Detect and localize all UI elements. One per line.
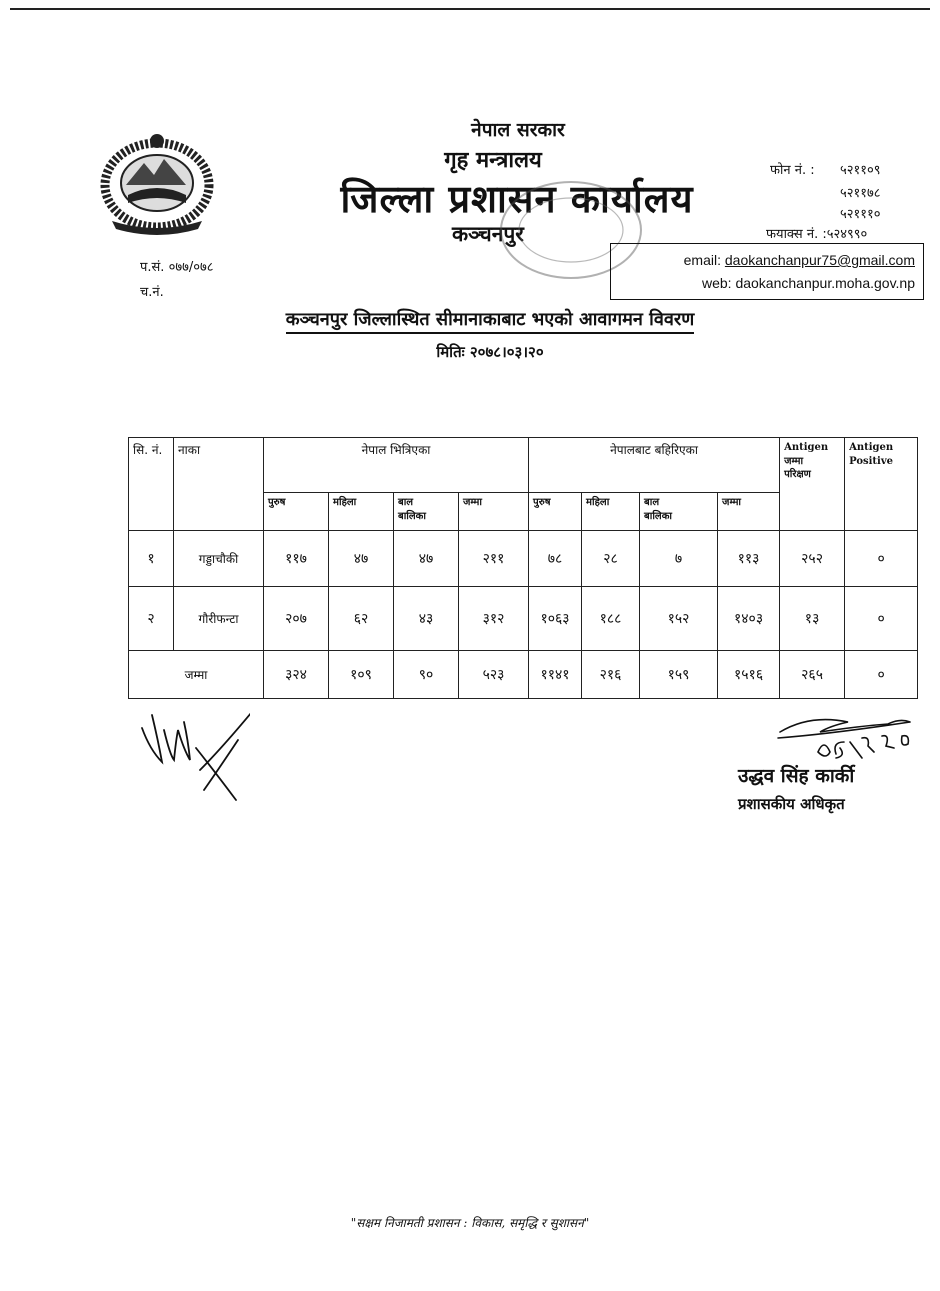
subheader-in-female: महिला — [329, 493, 394, 531]
footer-motto: "सक्षम निजामती प्रशासन : विकास, समृद्धि र सुशासन" — [350, 1216, 590, 1230]
cell-out-total: ११३ — [718, 531, 780, 587]
cell-total-in-male: ३२४ — [264, 651, 329, 699]
email-label: email: — [683, 252, 721, 268]
email-link[interactable]: daokanchanpur75@gmail.com — [724, 252, 915, 268]
cell-out-male: १०६३ — [529, 587, 582, 651]
cell-out-female: २८ — [582, 531, 640, 587]
cell-in-female: ६२ — [329, 587, 394, 651]
subheader-in-male: पुरुष — [264, 493, 329, 531]
fax-number: फयाक्स नं. :५२४९९० — [766, 227, 868, 242]
cell-in-male: ११७ — [264, 531, 329, 587]
cell-out-child: १५२ — [640, 587, 718, 651]
district-name: कञ्चनपुर — [452, 221, 524, 246]
cell-in-child: ४३ — [394, 587, 459, 651]
cell-out-male: ७८ — [529, 531, 582, 587]
right-signature-icon — [770, 708, 940, 768]
officer-name: उद्धव सिंह कार्की — [738, 765, 855, 787]
subheader-out-total: जम्मा — [718, 493, 780, 531]
phone-number-3: ५२१११० — [840, 207, 881, 222]
header-naka: नाका — [174, 438, 264, 531]
subheader-out-child: बाल बालिका — [640, 493, 718, 531]
cell-total-antigen-tested: २६५ — [780, 651, 845, 699]
cell-total-label: जम्मा — [129, 651, 264, 699]
office-name: जिल्ला प्रशासन कार्यालय — [340, 176, 694, 221]
subheader-out-female: महिला — [582, 493, 640, 531]
subheader-out-male: पुरुष — [529, 493, 582, 531]
cell-out-child: ७ — [640, 531, 718, 587]
contact-box — [610, 243, 924, 300]
cell-total-out-female: २१६ — [582, 651, 640, 699]
cell-naka: गड्डाचौकी — [174, 531, 264, 587]
cell-antigen-tested: १३ — [780, 587, 845, 651]
ministry-name: गृह मन्त्रालय — [444, 147, 542, 173]
cell-antigen-positive: ० — [845, 531, 918, 587]
cell-in-male: २०७ — [264, 587, 329, 651]
table-header-row — [129, 438, 918, 493]
table-row — [129, 531, 918, 587]
cell-naka: गौरीफन्टा — [174, 587, 264, 651]
header-antigen-tested: Antigen जम्मा परिक्षण — [780, 438, 845, 531]
web-label: web: — [701, 275, 732, 291]
cell-in-total: २११ — [459, 531, 529, 587]
table-row — [129, 587, 918, 651]
border-movement-table — [128, 437, 918, 699]
header-exited: नेपालबाट बहिरिएका — [529, 438, 780, 493]
document-title-text: कञ्चनपुर जिल्लास्थित सीमानाकाबाट भएको आवागमन विवरण — [286, 309, 695, 334]
subheader-in-total: जम्मा — [459, 493, 529, 531]
cell-antigen-positive: ० — [845, 587, 918, 651]
government-name: नेपाल सरकार — [471, 119, 565, 141]
web-line — [702, 275, 915, 291]
document-date: मितिः २०७८।०३।२० — [436, 343, 544, 361]
fiscal-year: प.सं. ०७७/०७८ — [140, 260, 214, 275]
top-border-line — [10, 8, 930, 10]
document-title — [0, 307, 940, 331]
cell-sn: १ — [129, 531, 174, 587]
cell-total-out-child: १५९ — [640, 651, 718, 699]
cell-total-in-female: १०९ — [329, 651, 394, 699]
cell-total-antigen-positive: ० — [845, 651, 918, 699]
phone-number-2: ५२११७८ — [840, 186, 881, 201]
subheader-in-child: बाल बालिका — [394, 493, 459, 531]
cell-out-female: १८८ — [582, 587, 640, 651]
officer-title: प्रशासकीय अधिकृत — [738, 795, 845, 813]
phone-number-1: ५२११०९ — [840, 163, 881, 178]
header-antigen-positive: Antigen Positive — [845, 438, 918, 531]
cell-total-out-total: १५१६ — [718, 651, 780, 699]
cell-total-out-male: ११४१ — [529, 651, 582, 699]
cell-in-child: ४७ — [394, 531, 459, 587]
email-line — [684, 252, 915, 268]
cell-total-in-total: ५२३ — [459, 651, 529, 699]
cell-sn: २ — [129, 587, 174, 651]
header-entered: नेपाल भित्रिएका — [264, 438, 529, 493]
phone-label: फोन नं. : — [770, 163, 815, 178]
cell-in-female: ४७ — [329, 531, 394, 587]
web-address: daokanchanpur.moha.gov.np — [735, 275, 915, 291]
cell-antigen-tested: २५२ — [780, 531, 845, 587]
cell-out-total: १४०३ — [718, 587, 780, 651]
header-sn: सि. नं. — [129, 438, 174, 531]
cell-in-total: ३१२ — [459, 587, 529, 651]
cell-total-in-child: ९० — [394, 651, 459, 699]
table-total-row — [129, 651, 918, 699]
dispatch-number: च.नं. — [140, 285, 164, 300]
left-signature-icon — [140, 700, 250, 805]
